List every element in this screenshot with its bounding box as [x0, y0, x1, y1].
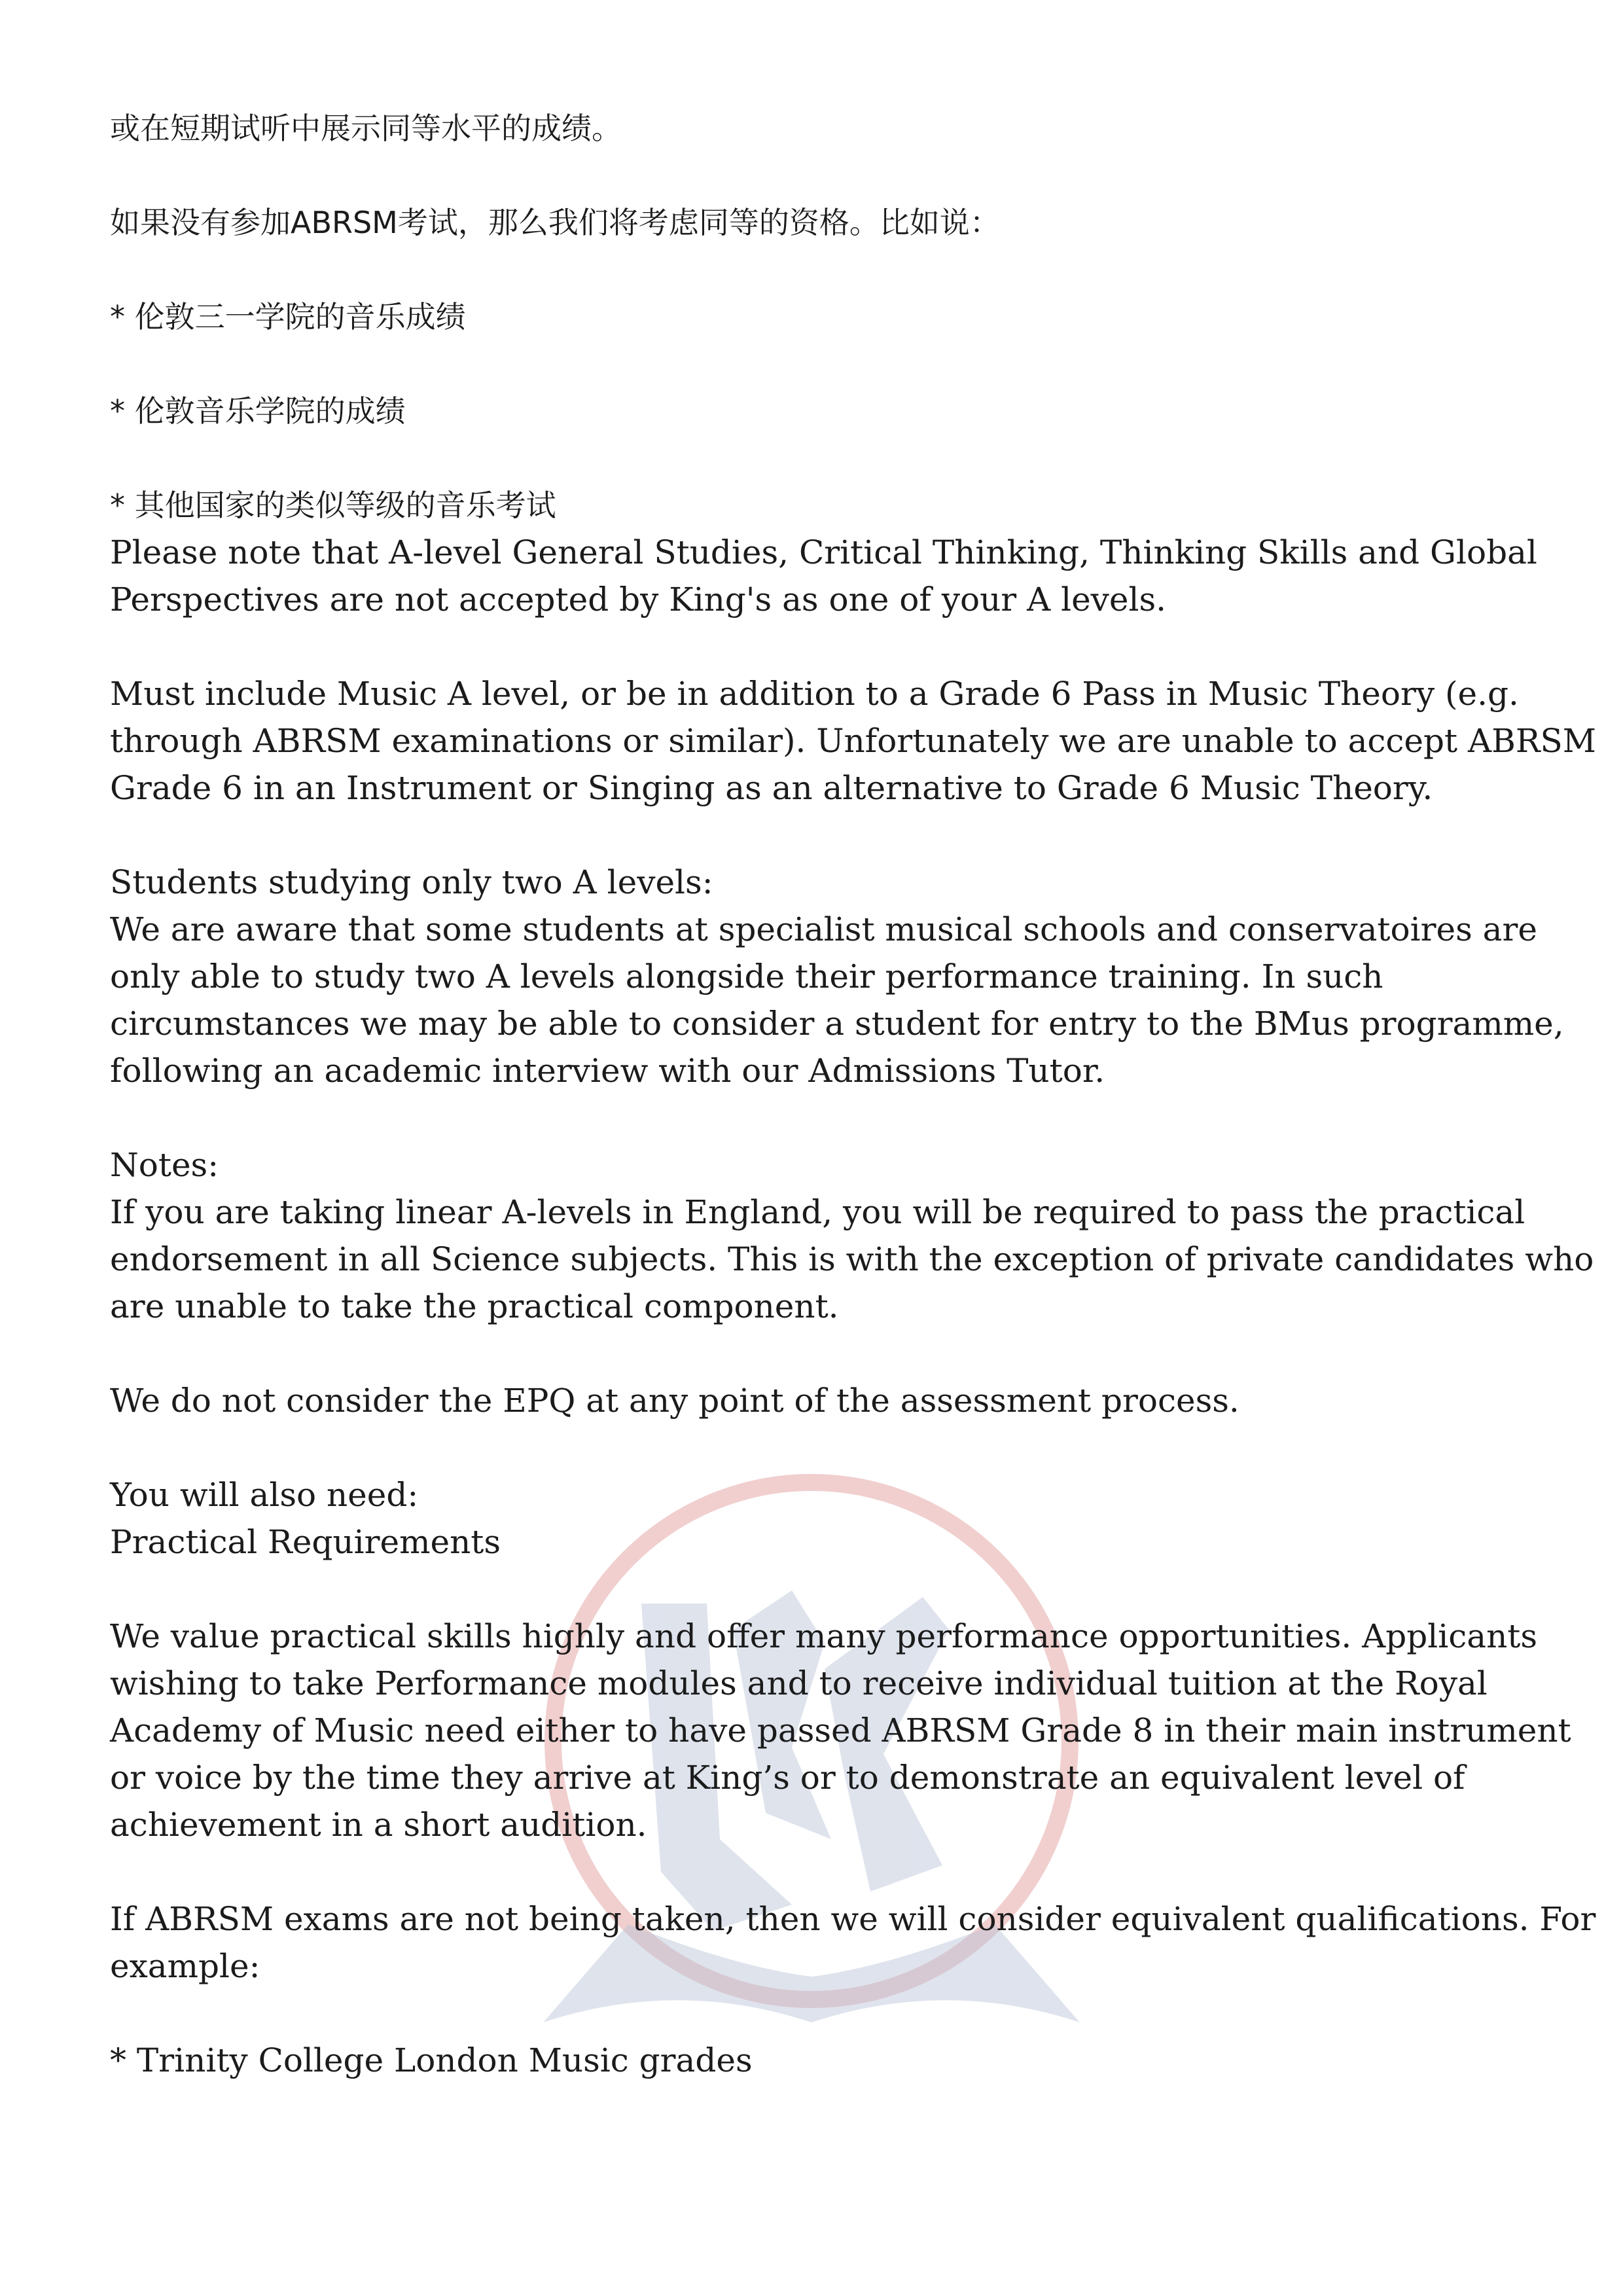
text-line: through ABRSM examinations or similar). Unfortunately we are unable to accept ABRSM: [110, 722, 1596, 760]
paragraph-10: [110, 1471, 1530, 1566]
document-body: [110, 105, 1596, 2131]
list-item: * 伦敦三一学院的音乐成绩: [110, 299, 466, 334]
paragraph-2: [110, 199, 1530, 246]
text-line: following an academic interview with our Admissions Tutor.: [110, 1052, 1105, 1090]
paragraph-4: [110, 387, 1530, 435]
text-line: If ABRSM exams are not being taken, then we will consider equivalent qualifications. For: [110, 1900, 1596, 1938]
list-item: * 伦敦音乐学院的成绩: [110, 393, 406, 429]
text-line: or voice by the time they arrive at King’s or to demonstrate an equivalent level of: [110, 1759, 1465, 1797]
paragraph-8: [110, 1141, 1594, 1330]
text-line: We do not consider the EPQ at any point of the assessment process.: [110, 1382, 1240, 1420]
paragraph-5: [110, 482, 1537, 623]
text-line: Notes:: [110, 1146, 219, 1184]
text-line: wishing to take Performance modules and to receive individual tuition at the Royal: [110, 1664, 1488, 1702]
text-line: We are aware that some students at specialist musical schools and conservatoires are: [110, 910, 1537, 948]
text-line: Perspectives are not accepted by King's as one of your A levels.: [110, 581, 1167, 619]
text-line: Academy of Music need either to have passed ABRSM Grade 8 in their main instrument: [110, 1712, 1571, 1749]
text-line: circumstances we may be able to consider a student for entry to the BMus programme,: [110, 1005, 1564, 1043]
paragraph-13: [110, 2037, 1530, 2084]
text-line: Students studying only two A levels:: [110, 863, 713, 901]
paragraph-11: [110, 1613, 1571, 1848]
text-line: Grade 6 in an Instrument or Singing as an alternative to Grade 6 Music Theory.: [110, 769, 1433, 807]
text-line: 或在短期试听中展示同等水平的成绩。: [110, 111, 622, 146]
text-line: are unable to take the practical component.: [110, 1287, 839, 1325]
paragraph-12: [110, 1895, 1596, 1990]
list-item: * Trinity College London Music grades: [110, 2041, 753, 2079]
text-line: Please note that A-level General Studies, Critical Thinking, Thinking Skills and Global: [110, 533, 1537, 571]
list-item: * 其他国家的类似等级的音乐考试: [110, 488, 556, 523]
text-line: Practical Requirements: [110, 1523, 501, 1561]
text-line: endorsement in all Science subjects. This is with the exception of private candidates who: [110, 1240, 1594, 1278]
text-line: You will also need:: [110, 1476, 419, 1514]
paragraph-9: [110, 1377, 1530, 1424]
text-line: If you are taking linear A-levels in England, you will be required to pass the practical: [110, 1193, 1525, 1231]
text-line: Must include Music A level, or be in addition to a Grade 6 Pass in Music Theory (e.g.: [110, 675, 1519, 713]
text-line: 如果没有参加ABRSM考试，那么我们将考虑同等的资格。比如说：: [110, 205, 1000, 240]
paragraph-1: [110, 105, 1530, 152]
text-line: only able to study two A levels alongside their performance training. In such: [110, 958, 1383, 996]
paragraph-7: [110, 859, 1564, 1094]
paragraph-3: [110, 293, 1530, 340]
paragraph-6: [110, 670, 1596, 812]
text-line: example:: [110, 1947, 260, 1985]
text-line: We value practical skills highly and offer many performance opportunities. Applicants: [110, 1617, 1538, 1655]
text-line: achievement in a short audition.: [110, 1806, 647, 1844]
